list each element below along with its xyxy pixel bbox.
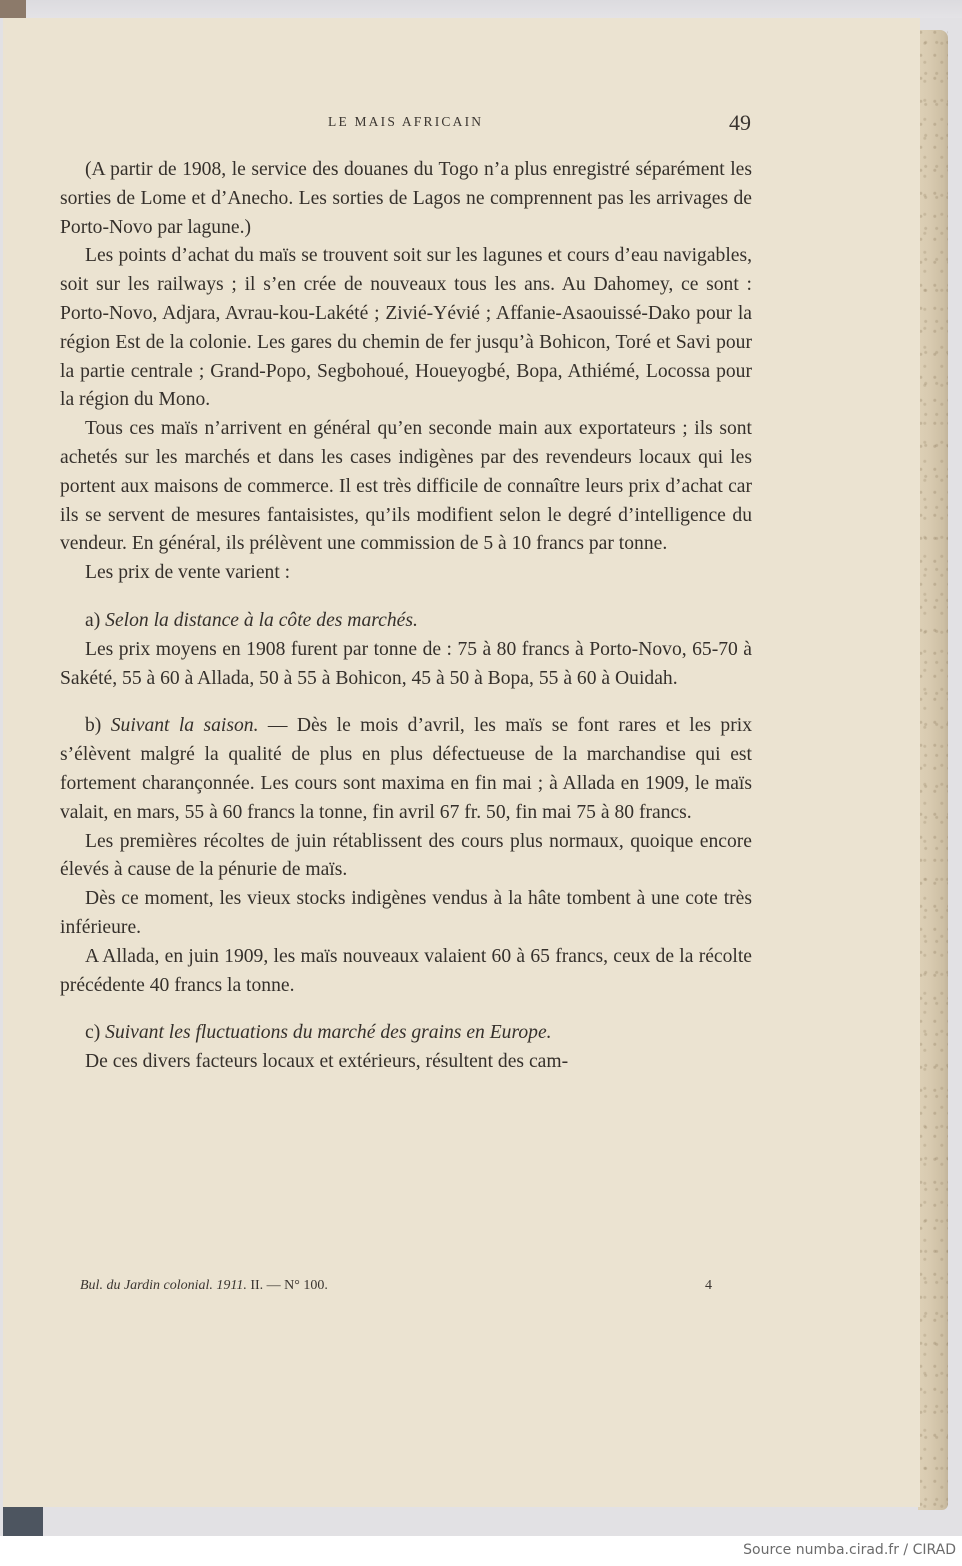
- journal-title: Bul. du Jardin colonial. 1911.: [80, 1278, 247, 1293]
- section-c-heading: [60, 1019, 752, 1048]
- paragraph: Tous ces maïs n’arrivent en général qu’en seconde main aux exportateurs ; ils sont achetés sur les marchés et dans les cases indigènes par des revendeurs locaux qui les portent aux maisons de commerce. Il est très difficile de connaître leurs prix d’achat car ils se servent de mesures fantaisistes, qu’ils modifient selon le degré d’intelligence du vendeur. En général, ils prélèvent une commission de 5 à 10 francs par tonne.: [60, 418, 752, 555]
- paragraph: De ces divers facteurs locaux et extérieurs, résultent des cam-: [85, 1051, 569, 1073]
- scanner-corner-mark: [0, 0, 26, 18]
- section-title: Suivant les fluctuations du marché des grains en Europe.: [105, 1022, 552, 1044]
- body-text: [60, 156, 752, 1077]
- running-head: LE MAIS AFRICAIN: [328, 114, 484, 129]
- source-credit: Source numba.cirad.fr / CIRAD: [743, 1542, 956, 1558]
- paragraph: Les premières récoltes de juin rétablissent des cours plus normaux, quoique encore élevés à cause de la pénurie de maïs.: [60, 830, 752, 881]
- page-edges: [918, 30, 948, 1510]
- color-calibration-patch: [3, 1507, 43, 1536]
- section-b-paragraph: [60, 712, 752, 827]
- paragraph: Les prix de vente varient :: [85, 562, 291, 584]
- volume-issue: II. — N° 100.: [246, 1278, 328, 1293]
- paragraph: A Allada, en juin 1909, les maïs nouveaux valaient 60 à 65 francs, ceux de la récolte précédente 40 francs la tonne.: [60, 945, 752, 996]
- page-number: 49: [729, 110, 751, 135]
- section-marker: c): [85, 1022, 101, 1044]
- section-marker: a): [85, 609, 101, 631]
- signature-mark: 4: [705, 1278, 712, 1293]
- scanner-top-edge: [0, 0, 962, 18]
- section-a-heading: [60, 607, 752, 636]
- section-lead-text: — Dès le mois d’avril, les maïs se font rares et les prix s’élèvent malgré la qualité de plus en plus défectueuse de la marchandise qui est fortement charançonnée. Les cours sont maxima en fin mai ; à Allada en 1909, le maïs valait, en mars, 55 à 60 francs la tonne, fin avril 67 fr. 50, fin mai 75 à 80 francs.: [60, 715, 752, 823]
- section-title: Selon la distance à la côte des marchés.: [105, 609, 418, 631]
- section-marker: b): [85, 715, 102, 737]
- paragraph: (A partir de 1908, le service des douanes du Togo n’a plus enregistré séparément les sorties de Lome et d’Anecho. Les sorties de Lagos ne comprennent pas les arrivages de Porto-Novo par lagune.): [60, 159, 752, 238]
- paragraph: Les points d’achat du maïs se trouvent soit sur les lagunes et cours d’eau navigables, soit sur les railways ; il s’en crée de nouveaux tous les ans. Au Dahomey, ce sont : Porto-Novo, Adjara, Avrau-kou-Lakété ; Zivié-Yévié ; Affanie-Asaouissé-Dako pour la région Est de la colonie. Les gares du chemin de fer jusqu’à Bohicon, Toré et Savi pour la partie centrale ; Grand-Popo, Segbohoué, Houeyogbé, Bopa, Athiémé, Locossa pour la région du Mono.: [60, 245, 752, 411]
- footer-citation: [80, 1278, 328, 1294]
- section-title: Suivant la saison.: [110, 715, 259, 737]
- page-footer: [80, 1278, 712, 1294]
- paragraph: Les prix moyens en 1908 furent par tonne de : 75 à 80 francs à Porto-Novo, 65-70 à Sakété, 55 à 60 à Allada, 50 à 55 à Bohicon, 45 à 50 à Bopa, 55 à 60 à Ouidah.: [60, 638, 752, 689]
- paragraph: Dès ce moment, les vieux stocks indigènes vendus à la hâte tombent à une cote très inférieure.: [60, 888, 752, 938]
